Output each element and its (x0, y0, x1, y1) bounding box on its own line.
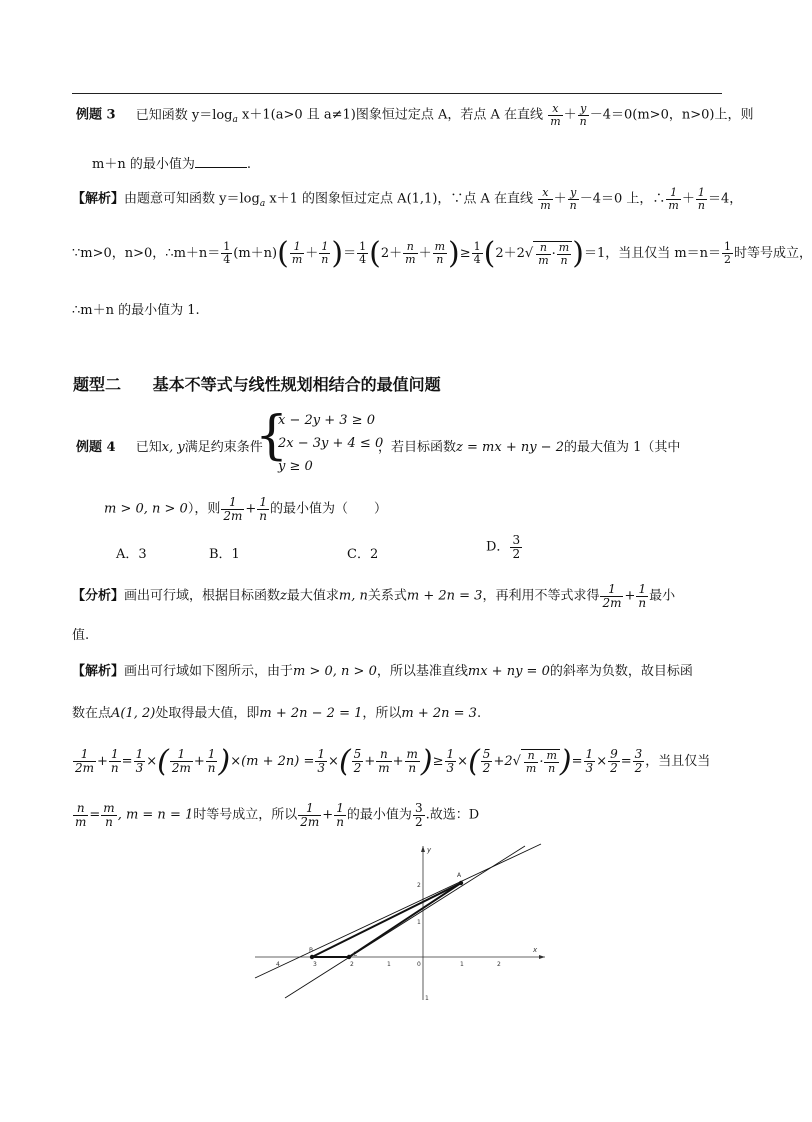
section-title: 基本不等式与线性规划相结合的最值问题 (152, 375, 441, 394)
example3-label: 例题 3 (76, 107, 116, 123)
example3-frac-x-m: $\frac{x}{m}$ (550, 102, 561, 128)
solution4-label: 【解析】 (72, 664, 125, 679)
constraint-1: x − 2y + 3 ≥ 0 (278, 413, 375, 428)
example3-frac-y-n: $\frac{y}{n}$ (579, 102, 587, 128)
example3-text-b: x＋1(a>0 且 a≠1)图象恒过定点 A，若点 A 在直线 (237, 107, 544, 123)
example3-solution-line1: 【解析】由题意可知函数 $y=\log_a$ x＋1 的图象恒过定点 A(1,1)，∵点 A 在直线 $\frac{x}{m}$ ＋ $\frac{y}{n}$ －4＝0 上，∴ $\frac{1}{m}$ ＋ $\frac{1}{n}$ ＝4， (72, 186, 743, 212)
line-constraint-1 (255, 844, 541, 978)
example4-analysis-line1: 【分析】画出可行域，根据目标函数z最大值求m, n关系式m + 2n = 3，再利用不等式求得 $\frac{1}{2m}$ + $\frac{1}{n}$ 最小 (72, 582, 676, 610)
example4-line1-cont: ，若目标函数z = mx + ny − 2的最大值为 1（其中 (378, 440, 681, 455)
tick-y-neg1: 1 (425, 995, 429, 1002)
tick-x-1: 1 (460, 961, 464, 968)
point-a (459, 881, 463, 885)
example4-line2: m > 0, n > 0），则 $\frac{1}{2m}$ + $\frac{1}{n}$ 的最小值为（ ） (104, 495, 388, 523)
top-rule (72, 93, 722, 94)
example4-label: 例题 4 (76, 440, 116, 455)
section-label: 题型二 (73, 375, 122, 394)
analysis-label: 【分析】 (72, 588, 125, 604)
line-constraint-2 (285, 846, 525, 998)
example3-text-a: 已知函数 y＝log (135, 107, 233, 123)
option-b: B．1 (209, 547, 240, 562)
tick-y-1: 1 (417, 919, 421, 926)
solution-label: 【解析】 (72, 191, 125, 207)
example3-solution-line2: ∵m>0，n>0，∴m＋n＝ $\frac{1}{4}$ (m＋n)( $\frac{1}{m}$ ＋ $\frac{1}{n}$ )＝ $\frac{1}{4}$ (2＋ $\frac{n}{m}$ ＋ $\frac{m}{n}$ )≥ $\frac{1}{4}$ (2＋2√ $\frac{n}{m}$ · $\frac{m}{n}$ )＝1，当且仅当 m＝n＝ $\frac{1}{2}$ 时等号成立， (72, 236, 812, 271)
y-axis-label: y (427, 846, 432, 854)
option-a: A．3 (116, 547, 147, 562)
tick-x-neg1: 1 (387, 961, 391, 968)
constraint-3: y ≥ 0 (278, 459, 313, 474)
constraint-2: 2x − 3y + 4 ≤ 0 (278, 436, 384, 451)
example3-line1: 例题 3 已知函数 $y=\log_a$ x＋1(a>0 且 a≠1)图象恒过定点 A，若点 A 在直线 $\frac{x}{m}$ ＋ $\frac{y}{n}$ －4＝0(m>0，n>0)上，则 (76, 102, 754, 128)
example3-log-base: a (232, 115, 238, 126)
example3-question: m＋n 的最小值为 (92, 157, 195, 172)
example4-solution-line2: 数在点A(1, 2)处取得最大值，即m + 2n − 2 = 1，所以m + 2n = 3. (72, 706, 482, 721)
tick-y-2: 2 (417, 882, 421, 889)
answer-blank (195, 155, 247, 168)
label-a: A (457, 872, 462, 879)
feasible-region-graph (245, 840, 555, 1005)
point-c (347, 955, 351, 959)
frac-y-n: $\frac{y}{n}$ (569, 186, 577, 212)
example4-line1: 例题 4 已知x, y满足约束条件 (76, 440, 263, 455)
x-axis-label: x (533, 946, 538, 954)
sqrt-sign: √ $\frac{n}{m}$ · $\frac{m}{n}$ (525, 241, 572, 266)
constraint-brace: { (255, 406, 289, 466)
tick-x-neg2: 2 (350, 961, 354, 968)
example4-solution-line3: $\frac{1}{2m}$ + $\frac{1}{n}$ = $\frac{1}{3}$ ×( $\frac{1}{2m}$ + $\frac{1}{n}$ )×(m + 2n) = $\frac{1}{3}$ ×( $\frac{5}{2}$ + $\frac{n}{m}$ + $\frac{m}{n}$ )≥ $\frac{1}{3}$ ×( $\frac{5}{2}$ +2√ $\frac{n}{m}$ · $\frac{m}{n}$ )= $\frac{1}{3}$ × $\frac{9}{2}$ = $\frac{3}{2}$ ，当且仅当 (75, 744, 711, 779)
option-d: D． $\frac{3}{2}$ (486, 533, 521, 561)
y-axis-arrow (421, 846, 425, 852)
region-edge-ca (349, 883, 461, 957)
tick-x-2: 2 (497, 961, 501, 968)
point-b (310, 955, 314, 959)
tick-x-neg3: 3 (313, 961, 317, 968)
option-c: C．2 (347, 547, 379, 562)
example3-text-c: －4＝0(m>0，n>0)上，则 (589, 107, 754, 123)
example4-solution-line1: 【解析】画出可行域如下图所示，由于m > 0, n > 0，所以基准直线mx + ny = 0的斜率为负数，故目标函 (72, 664, 693, 679)
frac-1-n: $\frac{1}{n}$ (697, 186, 705, 212)
example3-solution-line3: ∴m＋n 的最小值为 1. (72, 303, 200, 318)
label-c: C (353, 951, 358, 958)
constraint-system (278, 409, 383, 478)
frac-1-4: $\frac{1}{4}$ (223, 240, 231, 266)
tick-x-neg4: 4 (276, 961, 280, 968)
example4-analysis-line2: 值. (72, 628, 90, 643)
frac-x-m: $\frac{x}{m}$ (540, 186, 551, 212)
example4-solution-line4: $\frac{n}{m}$ = $\frac{m}{n}$ , m = n = 1时等号成立，所以 $\frac{1}{2m}$ + $\frac{1}{n}$ 的最小值为 $\frac{3}{2}$ .故选：D (75, 801, 480, 829)
region-edge-ba (312, 883, 461, 957)
objective-function: z = mx + ny − 2 (456, 440, 564, 455)
label-b: B (309, 947, 314, 954)
tick-origin: 0 (417, 961, 421, 968)
frac-1-m: $\frac{1}{m}$ (668, 186, 679, 212)
example3-line2: m＋n 的最小值为 . (92, 157, 251, 172)
x-axis-arrow (539, 955, 545, 959)
section-heading (73, 372, 441, 395)
